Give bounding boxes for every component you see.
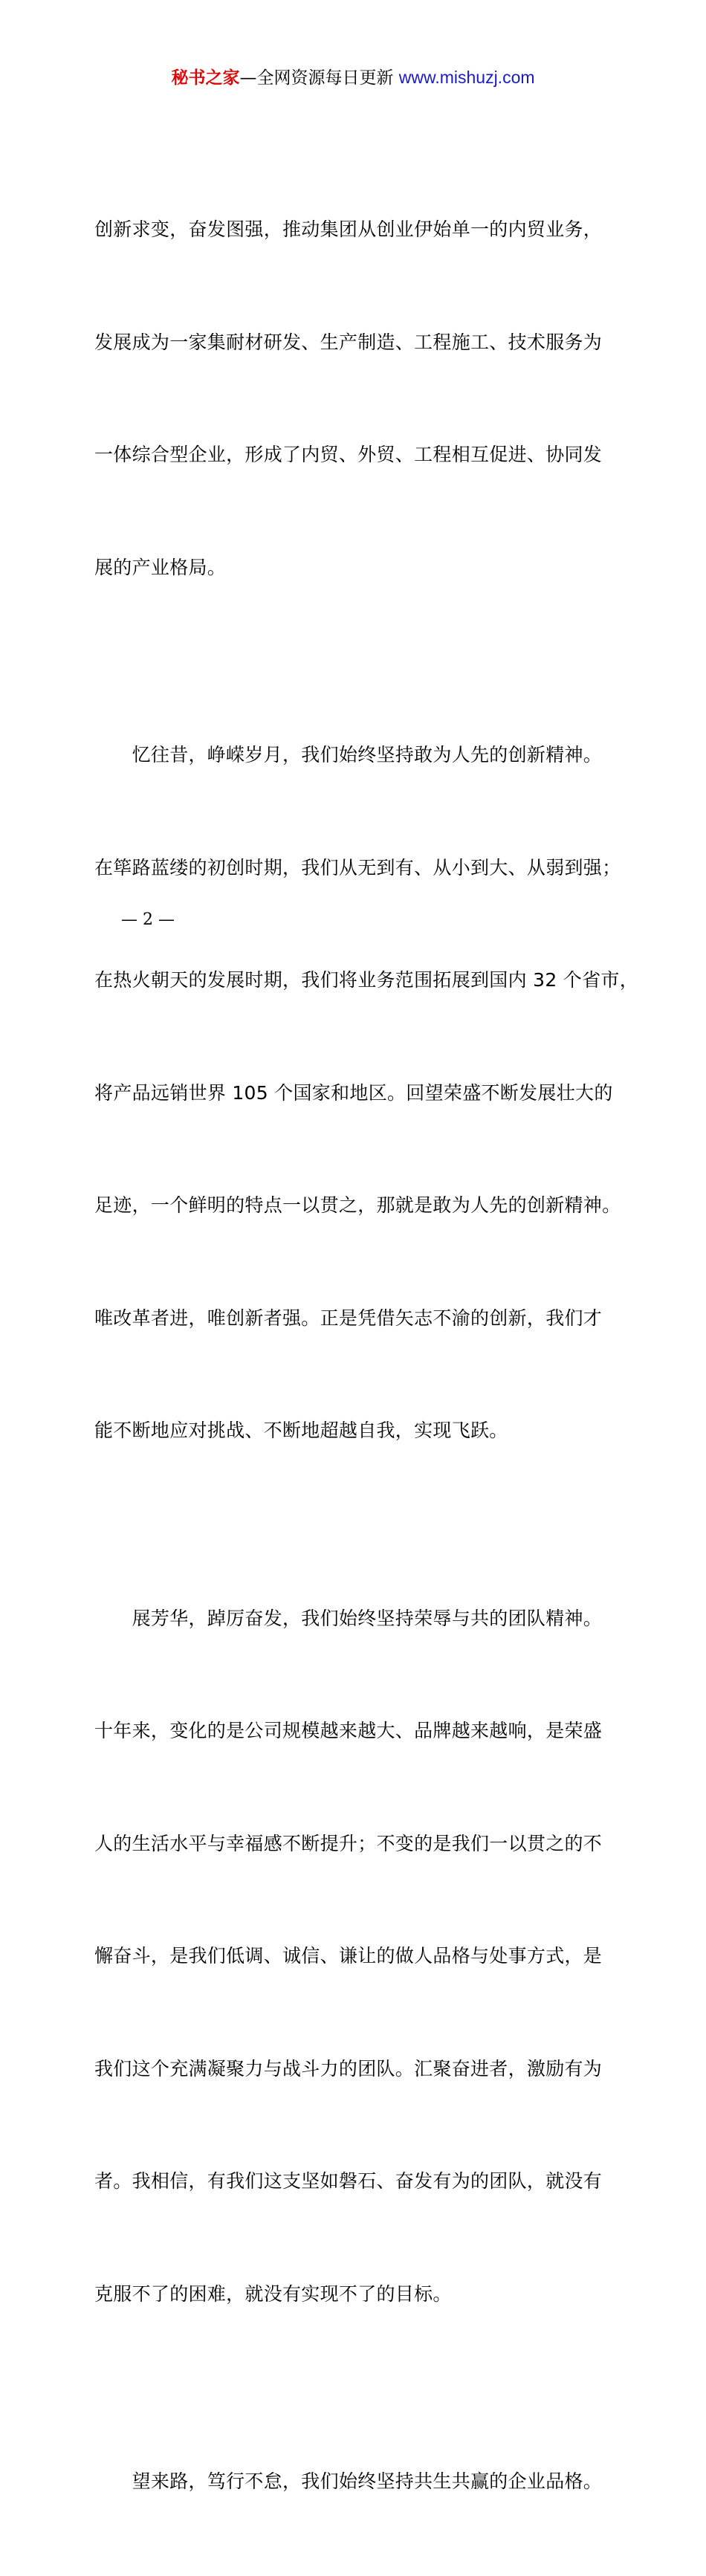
text-line: 在热火朝天的发展时期，我们将业务范围拓展到国内 32 个省市， xyxy=(94,969,639,991)
text-line: 十年来，变化的是公司规模越来越大、品牌越来越响，是荣盛 xyxy=(94,1720,603,1741)
site-header xyxy=(0,64,706,91)
text-line: 克服不了的困难，就没有实现不了的目标。 xyxy=(94,2282,452,2305)
site-url-link[interactable]: www.mishuzj.com xyxy=(398,68,535,87)
text-line: 展的产业格局。 xyxy=(94,556,227,578)
page-number: — 2 — xyxy=(121,910,175,929)
text-line: 足迹，一个鲜明的特点一以贯之，那就是敢为人先的创新精神。 xyxy=(94,1194,621,1216)
text-line: 者。我相信，有我们这支坚如磐石、奋发有为的团队，就没有 xyxy=(94,2170,603,2192)
text-line: 唯改革者进，唯创新者强。正是凭借矢志不渝的创新，我们才 xyxy=(94,1307,603,1329)
paragraph xyxy=(94,136,641,661)
text-line: 一体综合型企业，形成了内贸、外贸、工程相互促进、协同发 xyxy=(94,444,603,465)
text-line: 能不断地应对挑战、不断地超越自我，实现飞跃。 xyxy=(94,1420,508,1441)
text-line: 懈奋斗，是我们低调、诚信、谦让的做人品格与处事方式，是 xyxy=(94,1945,603,1967)
text-line: 望来路，笃行不怠，我们始终坚持共生共赢的企业品格。 xyxy=(94,2470,603,2492)
brand-name: 秘书之家 xyxy=(171,68,240,88)
text-line: 发展成为一家集耐材研发、生产制造、工程施工、技术服务为 xyxy=(94,331,603,353)
text-line: 在筚路蓝缕的初创时期，我们从无到有、从小到大、从弱到强； xyxy=(94,856,621,878)
text-line: 忆往昔，峥嵘岁月，我们始终坚持敢为人先的创新精神。 xyxy=(94,744,603,766)
text-line: 我们这个充满凝聚力与战斗力的团队。汇聚奋进者，激励有为 xyxy=(94,2057,603,2080)
paragraph xyxy=(94,2388,641,2576)
text-line: 创新求变，奋发图强，推动集团从创业伊始单一的内贸业务， xyxy=(94,219,603,240)
paragraph xyxy=(94,1525,641,2389)
text-line: 人的生活水平与幸福感不断提升；不变的是我们一以贯之的不 xyxy=(94,1832,603,1854)
text-line: 将产品远销世界 105 个国家和地区。回望荣盛不断发展壮大的 xyxy=(94,1081,613,1104)
document-body xyxy=(94,136,641,2576)
paragraph xyxy=(94,661,641,1525)
header-slogan: —全网资源每日更新 xyxy=(239,68,399,88)
text-line: 展芳华，踔厉奋发，我们始终坚持荣辱与共的团队精神。 xyxy=(94,1607,603,1629)
